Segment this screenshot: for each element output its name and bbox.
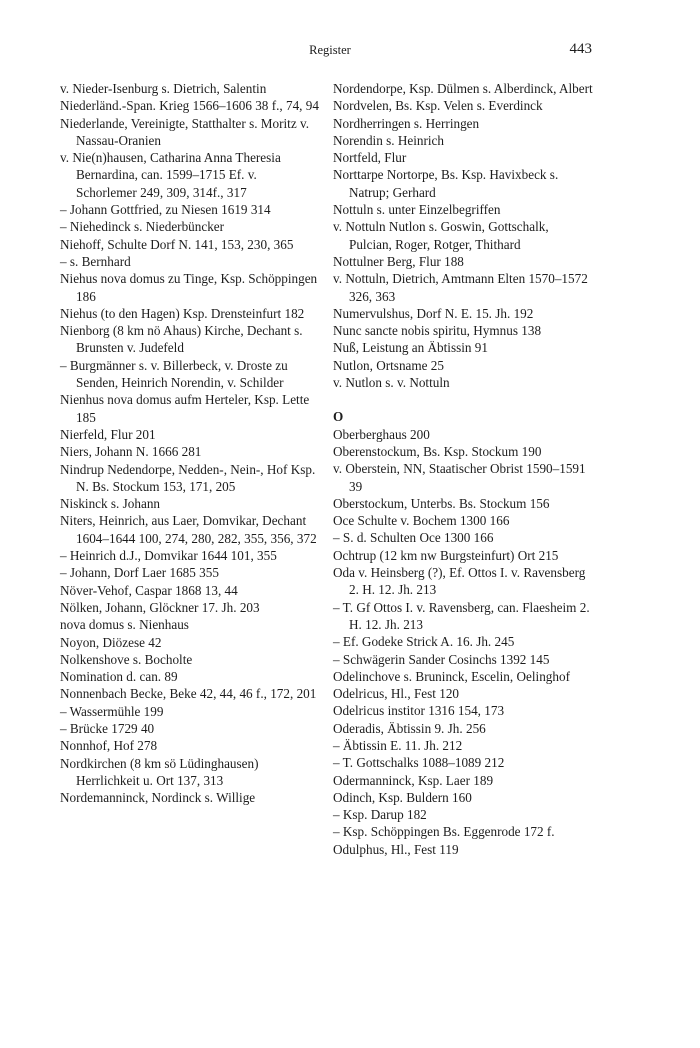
page-header [0,41,700,61]
index-entry: Niederlande, Vereinigte, Statthalter s. Moritz v. Nassau-Oranien [60,115,310,148]
index-entry: Odelricus institor 1316 154, 173 [333,703,505,719]
index-entry: – Heinrich d.J., Domvikar 1644 101, 355 [60,548,277,564]
index-entry: Nuß, Leistung an Äbtissin 91 [333,340,488,356]
index-entry: – Äbtissin E. 11. Jh. 212 [333,737,463,753]
index-entry: Nonnhof, Hof 278 [60,738,158,754]
index-entry: Niers, Johann N. 1666 281 [60,444,202,460]
index-entry: – T. Gottschalks 1088–1089 212 [333,755,505,771]
index-entry: Nienhus nova domus aufm Herteler, Ksp. Lette 185 [60,392,310,425]
left-column [60,80,320,806]
index-entry: – Brücke 1729 40 [60,720,155,736]
index-entry: Niehoff, Schulte Dorf N. 141, 153, 230, 365 [60,236,294,252]
index-entry: Odelricus, Hl., Fest 120 [333,686,460,702]
index-entry: – Ksp. Darup 182 [333,807,427,823]
index-entry: – S. d. Schulten Oce 1300 166 [333,530,494,546]
index-entry: – Wassermühle 199 [60,703,164,719]
index-entry: Odermanninck, Ksp. Laer 189 [333,772,494,788]
index-entry: Ochtrup (12 km nw Burgsteinfurt) Ort 215 [333,547,559,563]
index-entry: Növer-Vehof, Caspar 1868 13, 44 [60,582,238,598]
index-entry: v. Oberstein, NN, Staatischer Obrist 1590–1591 39 [333,461,586,494]
index-entry: – s. Bernhard [60,253,131,269]
index-entry: Niederländ.-Span. Krieg 1566–1606 38 f., 74, 94 [60,98,319,114]
index-entry: Niehus nova domus zu Tinge, Ksp. Schöppingen 186 [60,271,318,304]
index-entry: Oberenstockum, Bs. Ksp. Stockum 190 [333,443,542,459]
right-column-o-entries [333,426,593,858]
index-entry: Nortfeld, Flur [333,150,407,166]
index-entry: Noyon, Diözese 42 [60,634,162,650]
index-entry: Oce Schulte v. Bochem 1300 166 [333,513,510,529]
index-entry: Nienborg (8 km nö Ahaus) Kirche, Dechant s. Brunsten v. Judefeld [60,323,303,356]
index-entry: Nölken, Johann, Glöckner 17. Jh. 203 [60,599,260,615]
index-entry: Odelinchove s. Bruninck, Escelin, Oelinghof [333,668,570,684]
index-entry: Nonnenbach Becke, Beke 42, 44, 46 f., 172, 201 [60,686,317,702]
index-entry: Nordvelen, Bs. Ksp. Velen s. Everdinck [333,98,543,114]
index-entry: Numervulshus, Dorf N. E. 15. Jh. 192 [333,305,534,321]
index-entry: Nierfeld, Flur 201 [60,426,156,442]
index-entry: Nomination d. can. 89 [60,669,178,685]
index-entry: – Johann, Dorf Laer 1685 355 [60,565,219,581]
index-entry: Nottulner Berg, Flur 188 [333,253,464,269]
index-entry: Niters, Heinrich, aus Laer, Domvikar, Dechant 1604–1644 100, 274, 280, 282, 355, 356, 372 [60,513,317,546]
index-entry: Nordkirchen (8 km sö Lüdinghausen) Herrlichkeit u. Ort 137, 313 [60,755,259,788]
index-entry: Odinch, Ksp. Buldern 160 [333,789,472,805]
index-entry: Nunc sancte nobis spiritu, Hymnus 138 [333,323,542,339]
index-entry: – Ksp. Schöppingen Bs. Eggenrode 172 f. [333,824,555,840]
index-entry: Niskinck s. Johann [60,496,161,512]
right-column [333,80,593,858]
index-entry: v. Nutlon s. v. Nottuln [333,375,450,391]
index-entry: – Ef. Godeke Strick A. 16. Jh. 245 [333,634,515,650]
right-column-n-entries [333,80,593,391]
index-entry: Nottuln s. unter Einzelbegriffen [333,202,501,218]
index-entry: Nolkenshove s. Bocholte [60,651,193,667]
index-entry: Nutlon, Ortsname 25 [333,357,444,373]
index-entry: – Niehedinck s. Niederbüncker [60,219,225,235]
index-entry: Nordendorpe, Ksp. Dülmen s. Alberdinck, Albert [333,81,593,96]
running-title: Register [309,43,351,57]
index-entry: v. Nieder-Isenburg s. Dietrich, Salentin [60,81,267,96]
index-entry: – Burgmänner s. v. Billerbeck, v. Droste zu Senden, Heinrich Norendin, v. Schilder [60,357,288,391]
index-entry: Nordemanninck, Nordinck s. Willige [60,790,256,806]
index-entry: Norendin s. Heinrich [333,132,444,148]
index-entry: Oberberghaus 200 [333,426,430,442]
index-entry: – Schwägerin Sander Cosinchs 1392 145 [333,651,550,667]
index-entry: Oberstockum, Unterbs. Bs. Stockum 156 [333,495,550,511]
index-entry: Norttarpe Nortorpe, Bs. Ksp. Havixbeck s. Natrup; Gerhard [333,167,559,200]
section-letter-o: O [333,409,344,425]
index-entry: – T. Gf Ottos I. v. Ravensberg, can. Flaesheim 2. H. 12. Jh. 213 [333,599,590,632]
index-entry: v. Nottuln Nutlon s. Goswin, Gottschalk, Pulcian, Roger, Rotger, Thithard [333,219,549,252]
index-entry: v. Nie(n)hausen, Catharina Anna Theresia Bernardina, can. 1599–1715 Ef. v. Schorlemer 249, 309, 314f., 317 [60,150,281,200]
index-entry: Nindrup Nedendorpe, Nedden-, Nein-, Hof Ksp. N. Bs. Stockum 153, 171, 205 [60,461,316,494]
page-number: 443 [569,41,592,57]
index-entry: nova domus s. Nienhaus [60,617,189,633]
index-entry: – Johann Gottfried, zu Niesen 1619 314 [60,202,271,218]
index-entry: Nordherringen s. Herringen [333,115,480,131]
index-entry: v. Nottuln, Dietrich, Amtmann Elten 1570–1572 326, 363 [333,271,588,304]
index-entry: Oda v. Heinsberg (?), Ef. Ottos I. v. Ravensberg 2. H. 12. Jh. 213 [333,565,586,598]
index-entry: Odulphus, Hl., Fest 119 [333,841,459,857]
index-entry: Oderadis, Äbtissin 9. Jh. 256 [333,720,486,736]
index-entry: Niehus (to den Hagen) Ksp. Drensteinfurt 182 [60,305,305,321]
